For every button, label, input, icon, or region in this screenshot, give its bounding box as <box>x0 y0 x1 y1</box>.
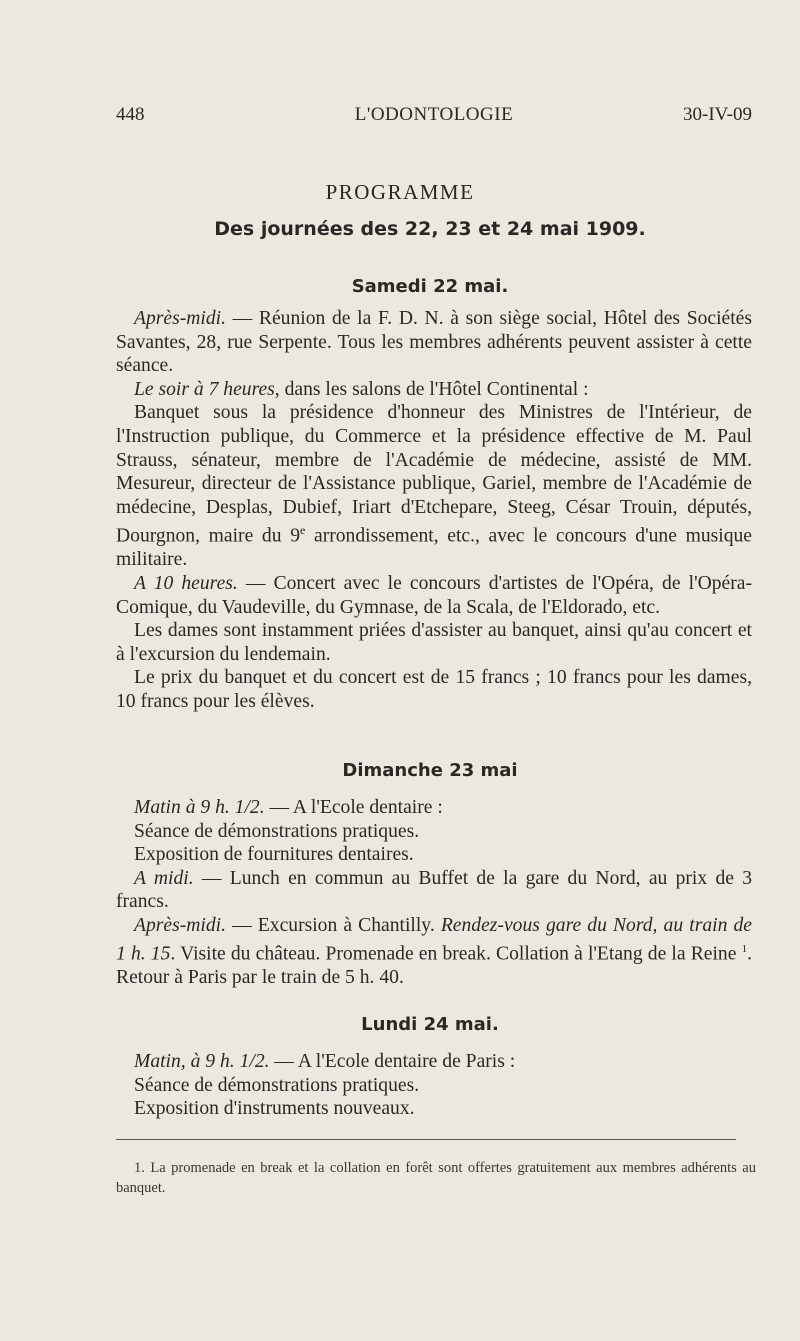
sunday-excursion-lead: Après-midi. <box>134 914 226 936</box>
price-text: Le prix du banquet et du concert est de 15 francs ; 10 francs pour les dames, 10 francs pour les élèves. <box>116 667 752 713</box>
sunday-excursion-text-a: — Excursion à Chantilly. <box>225 914 441 936</box>
saturday-evening-text: , dans les salons de l'Hôtel Continental : <box>274 378 589 400</box>
heading-monday: Lundi 24 mai. <box>361 1014 499 1035</box>
running-header <box>116 104 752 134</box>
sunday-exhibition: Exposition de fournitures dentaires. <box>134 844 414 866</box>
ladies-text: Les dames sont instamment priées d'assister au banquet, ainsi qu'au concert et à l'excursion du lendemain. <box>116 620 752 665</box>
ladies-paragraph <box>116 619 752 666</box>
sunday-excursion-paragraph <box>116 914 752 989</box>
saturday-evening-lead: Le soir à 7 heures <box>134 378 275 400</box>
journal-title: L'ODONTOLOGIE <box>354 104 514 125</box>
banquet-arrondissement-sup: e <box>300 523 306 538</box>
sunday-morning-lead: Matin à 9 h. 1/2. <box>134 797 265 818</box>
sunday-lunch-text: — Lunch en commun au Buffet de la gare du Nord, au prix de 3 francs. <box>116 867 753 913</box>
footnote-reference: 1 <box>741 942 748 955</box>
sunday-excursion-rendezvous: Rendez-vous gare du Nord, au train de 1 h. 15 <box>116 914 752 965</box>
sunday-demonstrations: Séance de démonstrations pratiques. <box>134 820 420 842</box>
price-paragraph <box>116 666 752 713</box>
page-number: 448 <box>116 104 145 125</box>
footnote-marker: 1. <box>134 1160 145 1176</box>
monday-exhibition: Exposition d'instruments nouveaux. <box>134 1098 415 1120</box>
monday-morning-lead: Matin, à 9 h. 1/2. <box>134 1051 270 1072</box>
monday-demonstrations: Séance de démonstrations pratiques. <box>134 1074 420 1096</box>
monday-morning-paragraph <box>116 1050 752 1074</box>
heading-sunday: Dimanche 23 mai <box>342 760 518 781</box>
saturday-afternoon-text: — Réunion de la F. D. N. à son siège social, Hôtel des Sociétés Savantes, 28, rue Serpente. Tous les membres adhérents peuvent assister à cette séance. <box>116 308 752 377</box>
sunday-morning-paragraph <box>116 796 752 820</box>
banquet-text: Banquet sous la présidence d'honneur des Ministres de l'Intérieur, de l'Instruction publique, du Commerce et la présidence effective de M. Paul Strauss, sénateur, membre de l'Académie de médecine, assisté de MM. Mesureur, directeur de l'Assistance publique, Gariel, membre de l'Académie de médecine, Desplas, Dubief, Iriart d'Etchepare, Steeg, César Trouin, députés, Dourgnon, maire du <box>116 402 752 547</box>
concert-text: — Concert avec le concours d'artistes de l'Opéra, de l'Opéra-Comique, du Vaudeville, du Gymnase, de la Scala, de l'Eldorado, etc. <box>116 573 752 618</box>
banquet-arrondissement-num: 9 <box>290 525 300 547</box>
saturday-afternoon-lead: Après-midi. <box>134 308 226 329</box>
footnote-divider <box>116 1139 736 1140</box>
heading-saturday: Samedi 22 mai. <box>351 276 509 297</box>
sunday-section <box>116 796 752 989</box>
sunday-morning-text: — A l'Ecole dentaire : <box>264 797 443 818</box>
concert-lead: A 10 heures. <box>134 573 238 595</box>
banquet-paragraph <box>116 401 752 572</box>
saturday-section <box>116 307 752 714</box>
sunday-lunch-paragraph <box>116 867 752 914</box>
saturday-afternoon-paragraph <box>116 307 752 378</box>
footnote-paragraph <box>116 1158 756 1198</box>
banquet-end-text: arrondissement, etc., avec le concours d'une musique militaire. <box>116 525 752 571</box>
sunday-excursion-text-c: . Retour à Paris par le train de 5 h. 40. <box>116 943 752 988</box>
footnote <box>116 1158 756 1198</box>
programme-title: PROGRAMME <box>325 180 475 204</box>
sunday-excursion-text-b: . Visite du château. Promenade en break. Collation à l'Etang de la Reine <box>170 943 737 965</box>
monday-morning-text: — A l'Ecole dentaire de Paris : <box>269 1051 516 1072</box>
issue-date: 30-IV-09 <box>683 104 752 125</box>
footnote-text: La promenade en break et la collation en forêt sont offertes gratuitement aux membres adhérents au banquet. <box>116 1160 756 1196</box>
saturday-evening-paragraph <box>116 378 752 402</box>
concert-paragraph <box>116 572 752 619</box>
sunday-lunch-lead: A midi. <box>134 867 194 889</box>
monday-section <box>116 1050 752 1121</box>
programme-subtitle: Des journées des 22, 23 et 24 mai 1909. <box>214 218 646 240</box>
